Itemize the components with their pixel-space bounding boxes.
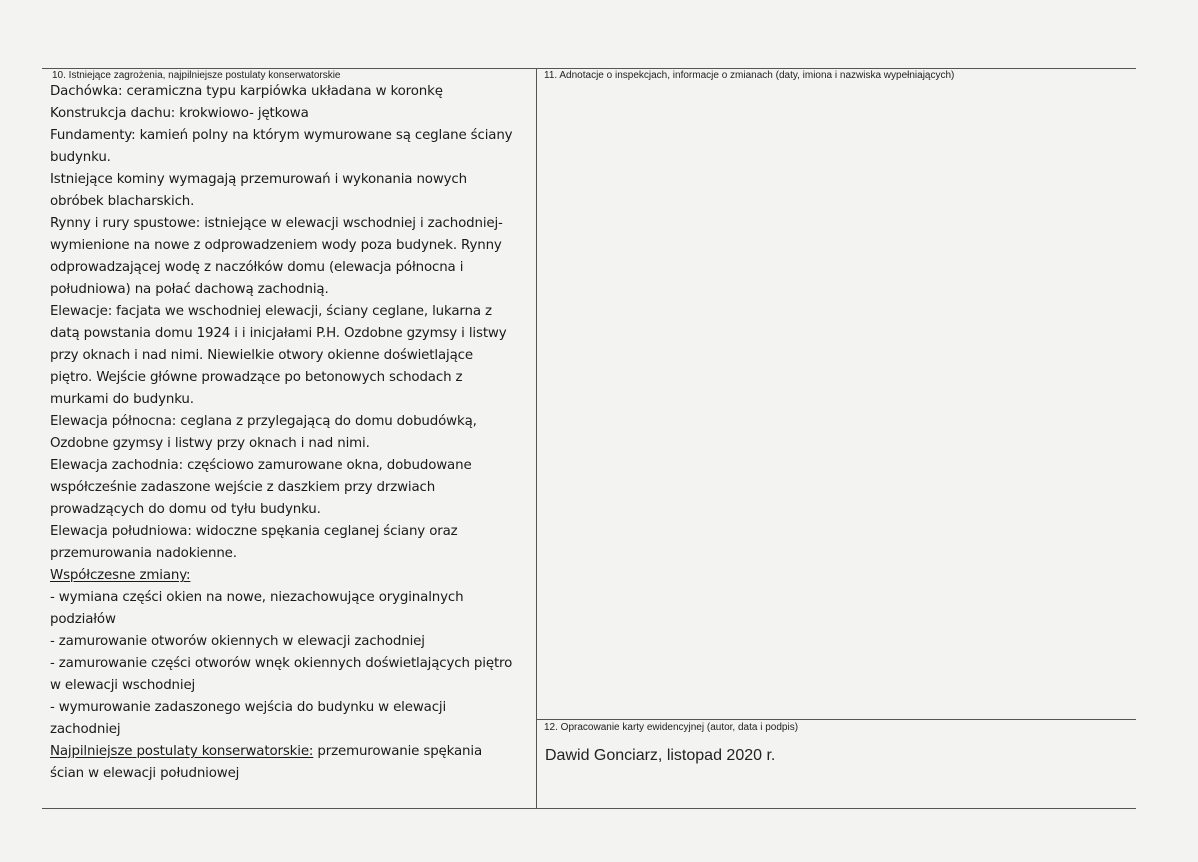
change-line: - zamurowanie części otworów wnęk okiennych doświetlających piętro (50, 656, 513, 671)
table-top-border (42, 68, 1136, 69)
text-line: piętro. Wejście główne prowadzące po betonowych schodach z (50, 370, 463, 385)
text-line: obróbek blacharskich. (50, 194, 195, 209)
column-divider (536, 68, 537, 809)
text-line: prowadzących do domu od tyłu budynku. (50, 502, 321, 517)
text-line: przemurowania nadokienne. (50, 546, 237, 561)
text-line: południowa) na połać dachową zachodnią. (50, 282, 329, 297)
change-line: zachodniej (50, 722, 121, 737)
text-line: budynku. (50, 150, 111, 165)
section11-header: 11. Adnotacje o inspekcjach, informacje o zmianach (daty, imiona i nazwiska wypełniających) (544, 70, 955, 81)
changes-heading: Współczesne zmiany: (50, 568, 191, 583)
postulates-line-2: ścian w elewacji południowej (50, 766, 240, 781)
text-line: Elewacje: facjata we wschodniej elewacji, ściany ceglane, lukarna z (50, 304, 492, 319)
text-line: Konstrukcja dachu: krokwiowo- jętkowa (50, 106, 309, 121)
text-line: Elewacja zachodnia: częściowo zamurowane okna, dobudowane (50, 458, 472, 473)
change-line: - wymiana części okien na nowe, niezachowujące oryginalnych (50, 590, 464, 605)
text-line: murkami do budynku. (50, 392, 194, 407)
author-signature-text: Dawid Gonciarz, listopad 2020 r. (545, 747, 776, 764)
text-line: odprowadzającej wodę z naczółków domu (elewacja północna i (50, 260, 464, 275)
table-bottom-border (42, 808, 1136, 809)
text-line: datą powstania domu 1924 i i inicjałami P.H. Ozdobne gzymsy i listwy (50, 326, 507, 341)
text-line: Istniejące kominy wymagają przemurowań i wykonania nowych (50, 172, 467, 187)
postulates-heading: Najpilniejsze postulaty konserwatorskie: (50, 744, 314, 759)
change-line: - wymurowanie zadaszonego wejścia do budynku w elewacji (50, 700, 447, 715)
text-line: przy oknach i nad nimi. Niewielkie otwory okienne doświetlające (50, 348, 473, 363)
postulates-text: przemurowanie spękania (313, 744, 483, 759)
change-line: w elewacji wschodniej (50, 678, 196, 693)
text-line: wymienione na nowe z odprowadzeniem wody poza budynek. Rynny (50, 238, 502, 253)
change-line: podziałów (50, 612, 116, 627)
section10-header: 10. Istniejące zagrożenia, najpilniejsze postulaty konserwatorskie (52, 70, 341, 81)
text-line: Fundamenty: kamień polny na którym wymurowane są ceglane ściany (50, 128, 513, 143)
text-line: Rynny i rury spustowe: istniejące w elewacji wschodniej i zachodniej- (50, 216, 503, 231)
section12-top-border (536, 719, 1136, 720)
text-line: Ozdobne gzymsy i listwy przy oknach i nad nimi. (50, 436, 370, 451)
text-line: Elewacja północna: ceglana z przylegającą do domu dobudówką, (50, 414, 477, 429)
postulates-line (50, 741, 530, 763)
text-line: Elewacja południowa: widoczne spękania ceglanej ściany oraz (50, 524, 458, 539)
section10-body (50, 81, 530, 785)
text-line: Dachówka: ceramiczna typu karpiówka układana w koronkę (50, 84, 443, 99)
text-line: współcześnie zadaszone wejście z daszkiem przy drzwiach (50, 480, 436, 495)
change-line: - zamurowanie otworów okiennych w elewacji zachodniej (50, 634, 425, 649)
section12-header: 12. Opracowanie karty ewidencyjnej (autor, data i podpis) (544, 722, 799, 733)
